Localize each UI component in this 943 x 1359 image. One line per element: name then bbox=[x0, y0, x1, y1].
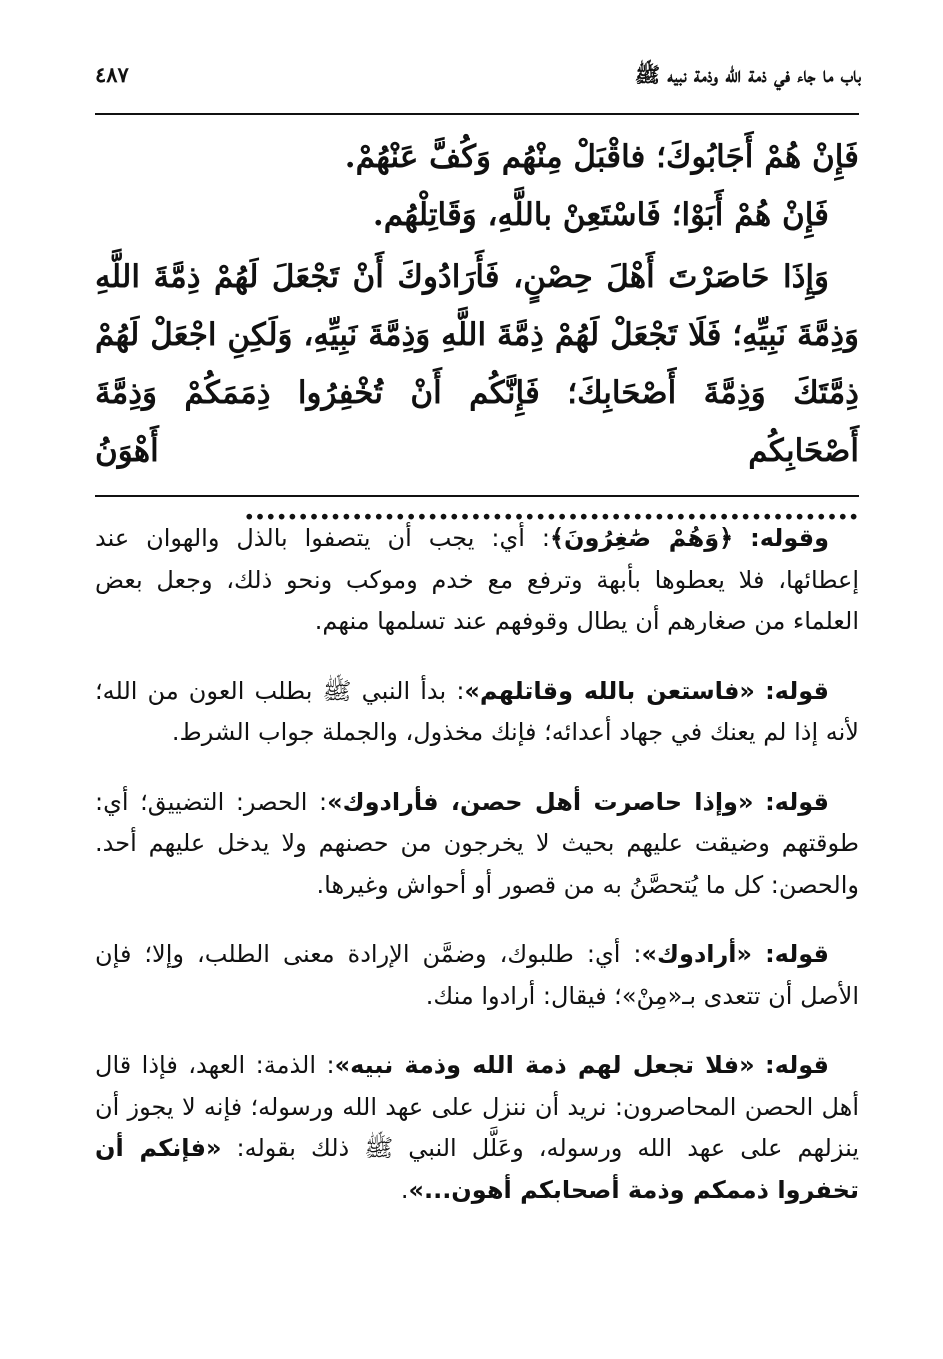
commentary-text: : بدأ النبي ﷺ بطلب العون من الله؛ لأنه إذا لم يعنك في جهاد أعدائه؛ فإنك مخذول، والجملة جواب الشرط. bbox=[95, 676, 859, 746]
page-number: ٤٨٧ bbox=[95, 62, 129, 87]
continuation-dots: ......................................................... bbox=[243, 491, 859, 527]
commentary-quote: «فاستعن بالله وقاتلهم» bbox=[464, 676, 755, 705]
commentary-divider bbox=[95, 495, 859, 497]
hadith-paragraph-3-text: وَإِذَا حَاصَرْتَ أَهْلَ حِصْنٍ، فَأَرَادُوكَ أَنْ تَجْعَلَ لَهُمْ ذِمَّةَ اللَّهِ وَذِمَّةَ نَبِيِّهِ؛ فَلَا تَجْعَلْ لَهُمْ ذِمَّةَ اللَّهِ وَذِمَّةَ نَبِيِّهِ، وَلَكِنِ اجْعَلْ لَهُمْ ذِمَّتَكَ وَذِمَّةَ أَصْحَابِكَ؛ فَإِنَّكُم أَنْ تُخْفِرُوا ذِمَمَكُمْ وَذِمَّةَ أَصْحَابِكُم أَهْوَنُ bbox=[95, 259, 859, 469]
commentary-quote: ﴿وَهُمْ صَٰغِرُونَ﴾ bbox=[549, 524, 734, 552]
commentary-paragraph bbox=[95, 518, 859, 643]
commentary-label: قوله: bbox=[765, 1051, 829, 1079]
commentary-quote: «أرادوك» bbox=[641, 940, 753, 968]
hadith-text bbox=[95, 128, 859, 538]
chapter-title: باب ما جاء في ذمة الله وذمة نبيه ﷺ bbox=[634, 62, 861, 87]
commentary-label: قوله: bbox=[765, 787, 829, 816]
commentary-text: : أي: طلبوك، وضمَّن الإرادة معنى الطلب، وإلا؛ فإن الأصل أن تتعدى بـ«مِنْ»؛ فيقال: أرادوا منك. bbox=[95, 940, 859, 1010]
commentary-text: : الذمة: العهد، فإذا قال أهل الحصن المحاصرون: نريد أن ننزل على عهد الله ورسوله؛ فإنه لا يجوز أن ينزلهم على عهد الله ورسوله، وعَلَّل النبي ﷺ ذلك بقوله: bbox=[95, 1051, 859, 1162]
commentary-paragraph bbox=[95, 1045, 859, 1211]
commentary-text: : الحصر: التضييق؛ أي: طوقتهم وضيقت عليهم بحيث لا يخرجون من حصنهم ولا يدخل عليهم أحد. والحصن: كل ما يُتحصَّنُ به من قصور أو أحواش وغيرها. bbox=[95, 787, 859, 899]
commentary-text: : أي: يجب أن يتصفوا بالذل والهوان عند إعطائها، فلا يعطوها بأبهة وترفع مع خدم وموكب ونحو ذلك، وجعل بعض العلماء من صغارهم أن يطال وقوفهم عند تسلمها منهم. bbox=[95, 524, 859, 635]
commentary-paragraph bbox=[95, 782, 859, 907]
commentary-label: قوله: bbox=[765, 940, 829, 968]
commentary-quote: «فلا تجعل لهم ذمة الله وذمة نبيه» bbox=[334, 1051, 755, 1079]
commentary-label: قوله: bbox=[765, 676, 829, 705]
commentary-closing-period: . bbox=[400, 1175, 409, 1204]
commentary-quote: «وإذا حاصرت أهل حصن، فأرادوك» bbox=[327, 787, 754, 816]
commentary-paragraph bbox=[95, 934, 859, 1017]
commentary-paragraph bbox=[95, 671, 859, 754]
commentary-label: وقوله: bbox=[750, 524, 829, 552]
hadith-paragraph-2: فَإِنْ هُمْ أَبَوْا؛ فَاسْتَعِنْ باللَّهِ، وَقَاتِلْهُم. bbox=[372, 197, 829, 233]
hadith-paragraph-1: فَإِنْ هُمْ أَجَابُوكَ؛ فاقْبَلْ مِنْهُم وَكُفَّ عَنْهُمْ. bbox=[344, 139, 859, 175]
commentary-closing-quote: «فإنكم أن تخفروا ذممكم وذمة أصحابكم أهون...» bbox=[95, 1134, 859, 1204]
header-divider bbox=[95, 113, 859, 115]
commentary-section bbox=[95, 518, 859, 1239]
page-header bbox=[95, 58, 861, 98]
